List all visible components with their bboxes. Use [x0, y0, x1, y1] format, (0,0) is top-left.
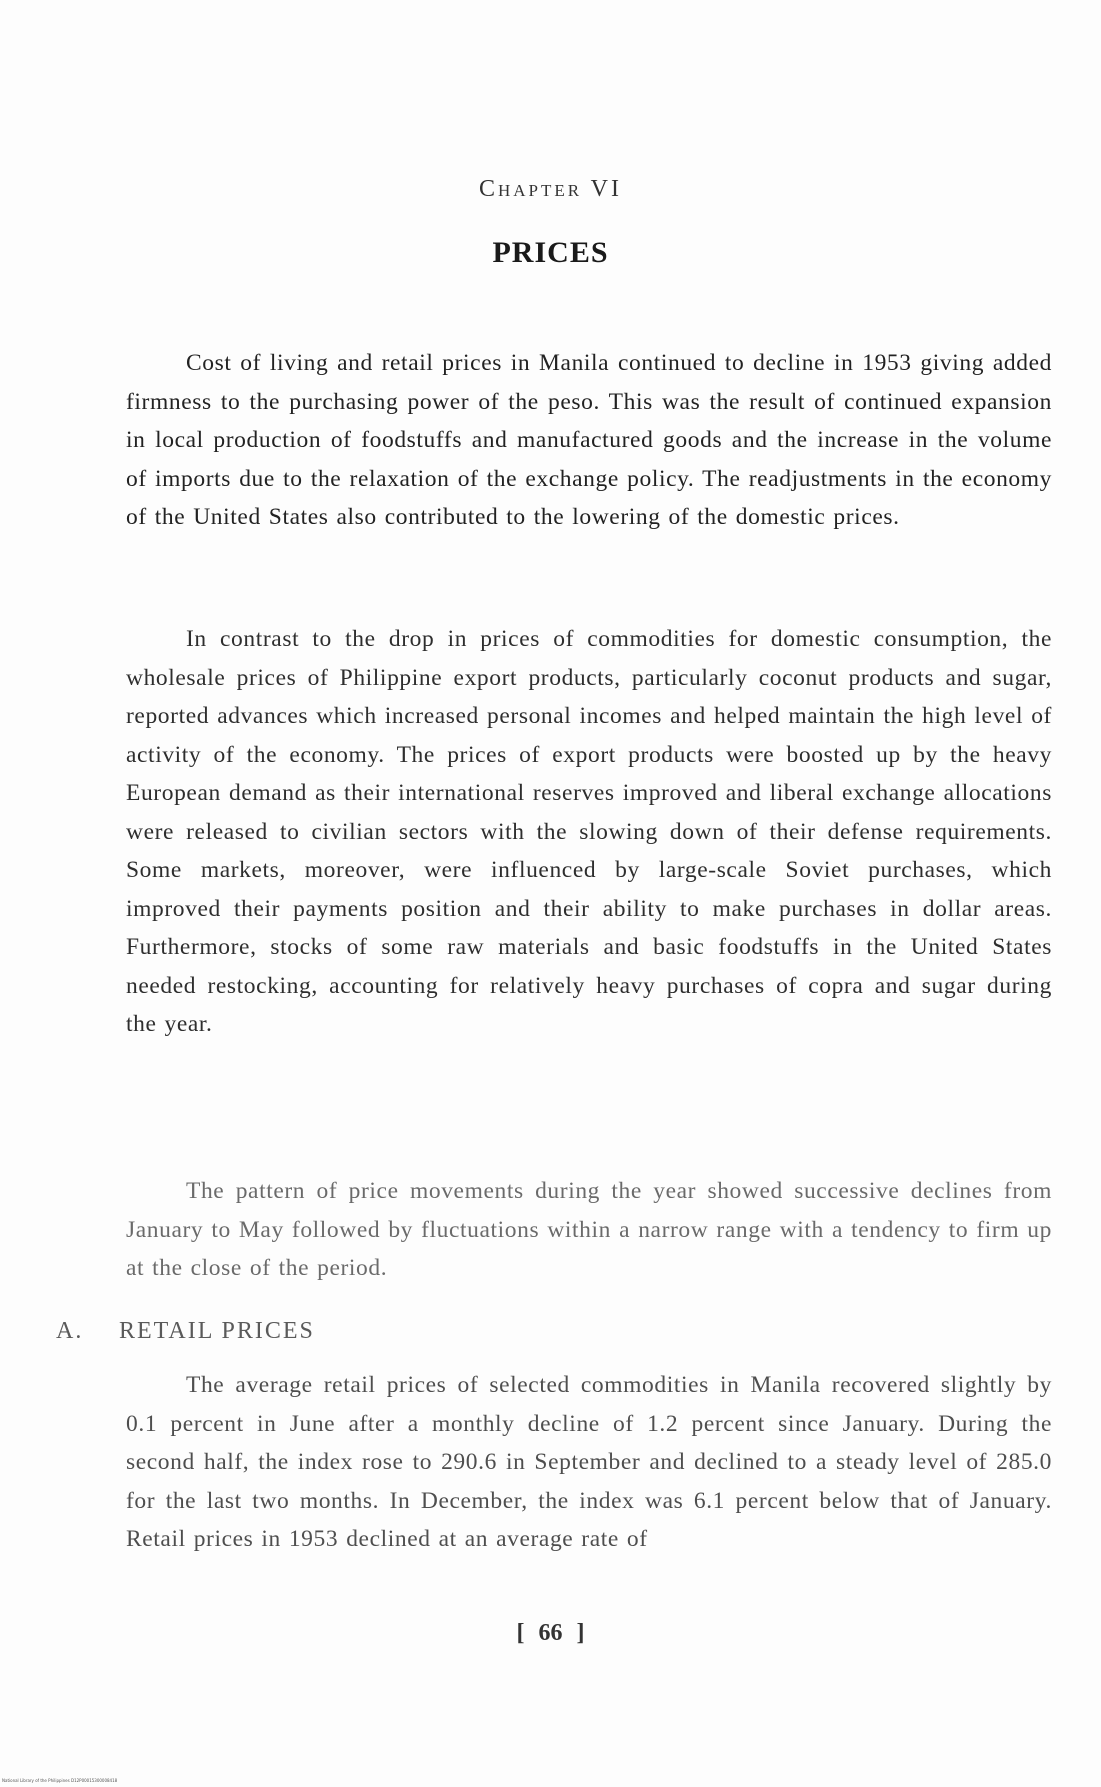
archive-stamp: National Library of the Philippines D12P00015300008418 [2, 1778, 118, 1783]
paragraph-text: The average retail prices of selected commodities in Manila recovered slightly by 0.1 percent in June after a monthly decline of 1.2 percent since January. During the second half, the index rose to 290.6 in September and declined to a steady level of 285.0 for the last two months. In December, the index was 6.1 percent below that of January. Retail prices in 1953 declined at an average rate of [126, 1372, 1052, 1552]
page-title: PRICES [492, 236, 609, 269]
paragraph-retail-prices [126, 1366, 1052, 1559]
paragraph-text: Cost of living and retail prices in Manila continued to decline in 1953 giving added firmness to the purchasing power of the peso. This was the result of continued expansion in local production of foodstuffs and manufactured goods and the increase in the volume of imports due to the relaxation of the exchange policy. The readjustments in the economy of the United States also contributed to the lowering of the domestic prices. [126, 350, 1052, 530]
section-heading-retail-prices [56, 1318, 315, 1345]
paragraph-price-pattern [126, 1172, 1052, 1288]
section-letter: A. [56, 1318, 84, 1344]
page-number: [ 66 ] [516, 1620, 585, 1646]
section-title: RETAIL PRICES [119, 1318, 315, 1344]
paragraph-text: In contrast to the drop in prices of commodities for domestic consumption, the wholesale prices of Philippine export products, particularly coconut products and sugar, reported advances which increased personal incomes and helped maintain the high level of activity of the economy. The prices of export products were boosted up by the heavy European demand as their international reserves improved and liberal exchange allocations were released to civilian sectors with the slowing down of their defense requirements. Some markets, moreover, were influenced by large-scale Soviet purchases, which improved their payments position and their ability to make purchases in dollar areas. Furthermore, stocks of some raw materials and basic foodstuffs in the United States needed restocking, accounting for relatively heavy purchases of copra and sugar during the year. [126, 626, 1052, 1037]
paragraph-export-prices [126, 620, 1052, 1044]
paragraph-intro [126, 344, 1052, 537]
chapter-label: Chapter VI [478, 176, 622, 202]
paragraph-text: The pattern of price movements during the year showed successive declines from January to May followed by fluctuations within a narrow range with a tendency to firm up at the close of the period. [126, 1178, 1052, 1281]
